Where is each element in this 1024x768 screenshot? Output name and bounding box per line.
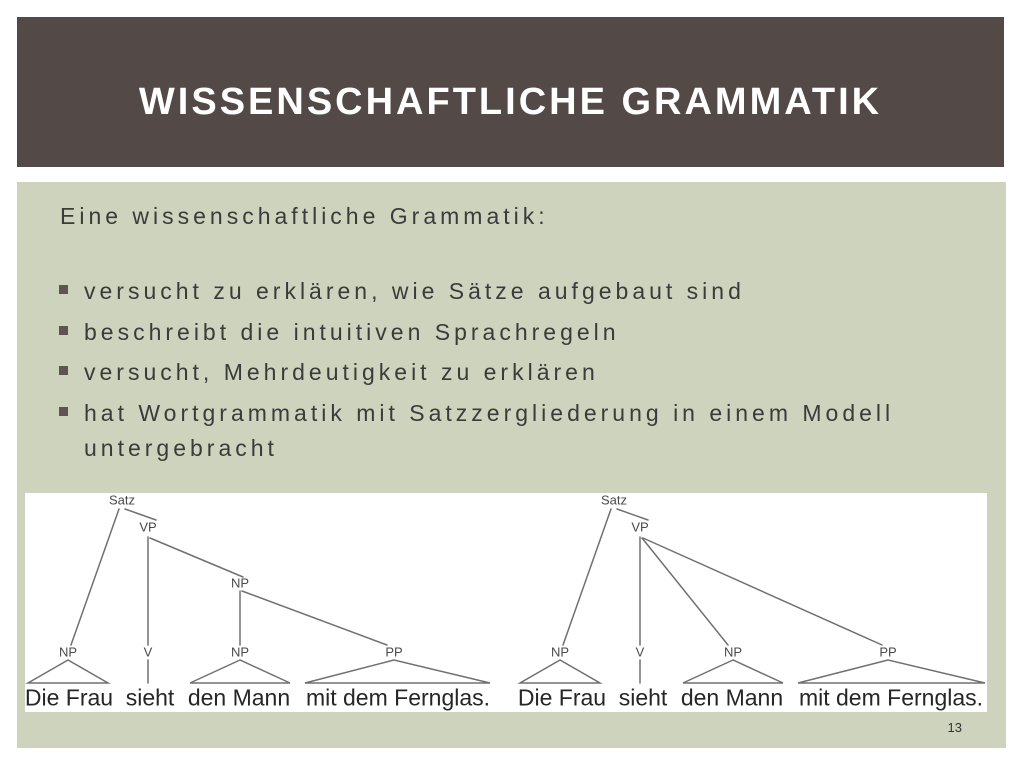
syntax-tree-left [25,493,490,711]
bullet-item [84,355,964,390]
node-label-np-complex: NP [230,575,250,591]
bullet-text: versucht zu erklären, wie Sätze aufgebaut sind [84,278,745,304]
word-object: den Mann [680,684,784,711]
edge-np-pp [242,591,387,645]
node-label-satz: Satz [600,493,628,508]
word-subject: Die Frau [25,684,114,711]
bullet-item [84,274,964,309]
node-label-satz: Satz [108,493,136,508]
triangle-pp [305,660,490,683]
bullet-item [84,315,964,350]
edge-satz-vp [125,509,156,520]
edge-vp-np [150,538,243,577]
content-panel [17,182,1006,748]
triangle-np-subject [28,660,108,683]
bullet-list [84,274,964,471]
edge-satz-np [71,509,119,645]
word-object: den Mann [187,684,291,711]
square-bullet-icon [59,366,68,375]
edge-satz-np [563,509,611,645]
bullet-text: versucht, Mehrdeutigkeit zu erklären [84,359,599,385]
word-prepositional-phrase: mit dem Fernglas. [305,684,491,711]
node-label-np-subject: NP [58,644,78,660]
syntax-tree-figure [25,493,987,712]
square-bullet-icon [59,285,68,294]
triangle-np-object [683,660,783,683]
title-bar [17,17,1004,167]
word-prepositional-phrase: mit dem Fernglas. [798,684,984,711]
square-bullet-icon [59,407,68,416]
syntax-trees-svg [25,493,987,712]
node-label-np-object: NP [230,644,250,660]
node-label-v: V [143,644,153,660]
page-number: 13 [947,720,962,735]
triangle-pp [798,660,985,683]
triangle-np-object [190,660,290,683]
node-label-v: V [635,644,645,660]
edge-vp-np [642,538,728,645]
word-verb: sieht [125,684,175,711]
edge-vp-pp [643,538,882,645]
syntax-tree-right [518,493,985,711]
intro-text: Eine wissenschaftliche Grammatik: [60,203,549,229]
edge-satz-vp [617,509,648,520]
triangle-np-subject [520,660,600,683]
bullet-text: hat Wortgrammatik mit Satzzergliederung in einem Modell untergebracht [84,399,895,461]
word-verb: sieht [618,684,668,711]
node-label-np-object: NP [723,644,743,660]
node-label-vp: VP [139,519,157,535]
square-bullet-icon [59,326,68,335]
bullet-item [84,396,964,466]
slide-title: WISSENSCHAFTLICHE GRAMMATIK [138,81,883,123]
node-label-np-subject: NP [550,644,570,660]
bullet-text: beschreibt die intuitiven Sprachregeln [84,318,620,345]
node-label-pp: PP [879,644,897,660]
word-subject: Die Frau [517,684,607,711]
node-label-vp: VP [631,519,649,535]
node-label-pp: PP [385,644,403,660]
